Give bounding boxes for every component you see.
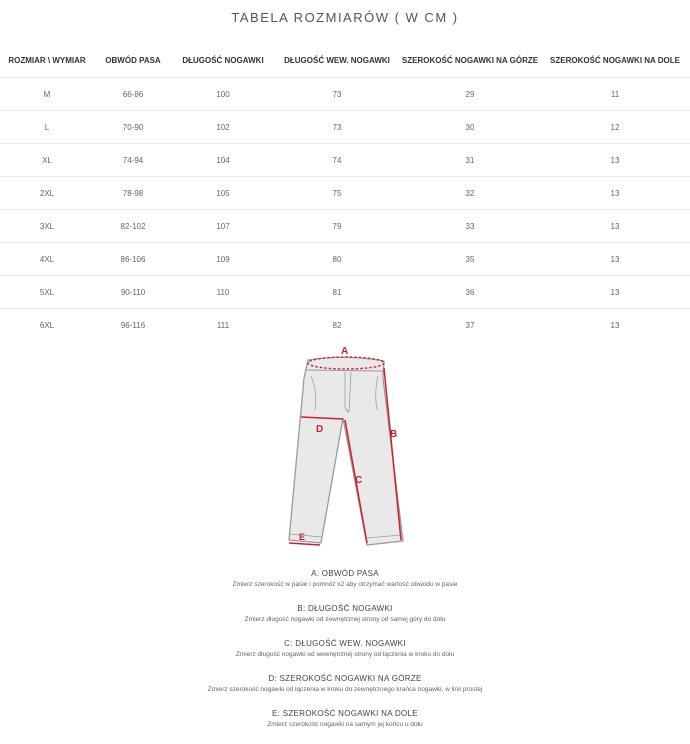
cell-inseam: 81 [274, 276, 400, 309]
cell-inseam: 80 [274, 243, 400, 276]
table-row [0, 177, 690, 210]
cell-leg-length: 109 [172, 243, 274, 276]
cell-inseam: 73 [274, 78, 400, 111]
cell-inseam: 75 [274, 177, 400, 210]
cell-inseam: 82 [332, 320, 342, 330]
legend-description: Zmierz długość nogawki od wewnętrznej strony od łączenia w kroku do dołu [235, 651, 455, 658]
cell-bottom-width: 13 [540, 210, 690, 243]
cell-top-width: 31 [400, 144, 540, 177]
legend-title: C: DŁUGOŚĆ WEW. NOGAWKI [284, 639, 406, 648]
cell-leg-length: 105 [172, 177, 274, 210]
legend-title: E: SZEROKOŚĆ NOGAWKI NA DOLE [272, 709, 418, 718]
legend-description: Zmierz szerokość nogawki na samym jej końcu u dołu [267, 721, 423, 728]
header-top-width: SZEROKOŚĆ NOGAWKI NA GÓRZE [400, 44, 540, 78]
header-bottom-width: SZEROKOŚĆ NOGAWKI NA DOLE [540, 44, 690, 78]
cell-leg-length: 111 [216, 320, 230, 330]
size-table [0, 44, 690, 341]
legend-title: D: SZEROKOŚĆ NOGAWKI NA GÓRZE [268, 674, 422, 683]
header-size: ROZMIAR \ WYMIAR [0, 44, 94, 78]
cell-leg-length: 110 [172, 276, 274, 309]
cell-bottom-width: 13 [540, 276, 690, 309]
cell-bottom-width: 12 [540, 111, 690, 144]
cell-waist: 82-102 [94, 210, 172, 243]
cell-top-width: 33 [400, 210, 540, 243]
table-row [0, 309, 690, 342]
cell-top-width: 29 [400, 78, 540, 111]
cell-inseam: 79 [274, 210, 400, 243]
cell-size: 4XL [0, 243, 94, 276]
cell-size: 3XL [0, 210, 94, 243]
cell-bottom-width: 11 [540, 78, 690, 111]
table-row [0, 144, 690, 177]
header-leg-length: DŁUGOŚĆ NOGAWKI [172, 44, 274, 78]
cell-bottom-width: 13 [540, 243, 690, 276]
label-b: B [390, 429, 398, 440]
legend-item [0, 673, 690, 708]
cell-waist: 96-116 [120, 320, 146, 330]
label-c: C [355, 475, 363, 486]
legend-title: B: DŁUGOŚĆ NOGAWKI [297, 604, 393, 613]
measurement-legend [0, 568, 690, 743]
table-row [0, 243, 690, 276]
table-row [0, 276, 690, 309]
cell-size: XL [0, 144, 94, 177]
cell-waist: 66-86 [94, 78, 172, 111]
page-title: TABELA ROZMIARÓW ( W CM ) [231, 10, 459, 25]
cell-waist: 74-94 [94, 144, 172, 177]
label-e: E [299, 532, 306, 542]
cell-inseam: 73 [274, 111, 400, 144]
cell-bottom-width: 13 [540, 177, 690, 210]
cell-top-width: 36 [400, 276, 540, 309]
cell-inseam: 74 [274, 144, 400, 177]
cell-leg-length: 107 [172, 210, 274, 243]
cell-bottom-width: 13 [540, 144, 690, 177]
cell-waist: 86-106 [94, 243, 172, 276]
pants-diagram [270, 338, 420, 558]
cell-leg-length: 102 [172, 111, 274, 144]
pants-diagram-svg [270, 338, 420, 558]
cell-waist: 70-90 [94, 111, 172, 144]
table-row [0, 210, 690, 243]
legend-title: A: OBWÓD PASA [311, 569, 379, 578]
cell-bottom-width: 13 [610, 320, 620, 330]
cell-size: 5XL [0, 276, 94, 309]
cell-top-width: 35 [400, 243, 540, 276]
cell-leg-length: 104 [172, 144, 274, 177]
cell-size: M [0, 78, 94, 111]
header-inseam: DŁUGOŚĆ WEW. NOGAWKI [274, 44, 400, 78]
legend-item [0, 638, 690, 673]
legend-description: Zmierz szerokość nogawki od łączenia w kroku do zewnętrznego krańca nogawki, w linii prostej [207, 686, 483, 693]
cell-leg-length: 100 [172, 78, 274, 111]
cell-size: 2XL [0, 177, 94, 210]
cell-top-width: 37 [465, 320, 475, 330]
label-d: D [316, 424, 324, 435]
cell-size: L [0, 111, 94, 144]
legend-description: Zmierz szerokość w pasie i pomnóż x2 aby otrzymać wartość obwodu w pasie [232, 581, 458, 588]
legend-item [0, 708, 690, 743]
cell-size: 6XL [39, 320, 55, 330]
table-row [0, 78, 690, 111]
cell-top-width: 30 [400, 111, 540, 144]
marker-e-line [289, 543, 320, 545]
legend-description: Zmierz długość nogawki od zewnętrznej strony od samej góry do dołu [244, 616, 446, 623]
header-waist: OBWÓD PASA [94, 44, 172, 78]
label-a: A [341, 346, 349, 357]
table-row [0, 111, 690, 144]
legend-item [0, 568, 690, 603]
cell-waist: 90-110 [94, 276, 172, 309]
legend-item [0, 603, 690, 638]
table-header-row [0, 44, 690, 78]
cell-top-width: 32 [400, 177, 540, 210]
cell-waist: 78-98 [94, 177, 172, 210]
